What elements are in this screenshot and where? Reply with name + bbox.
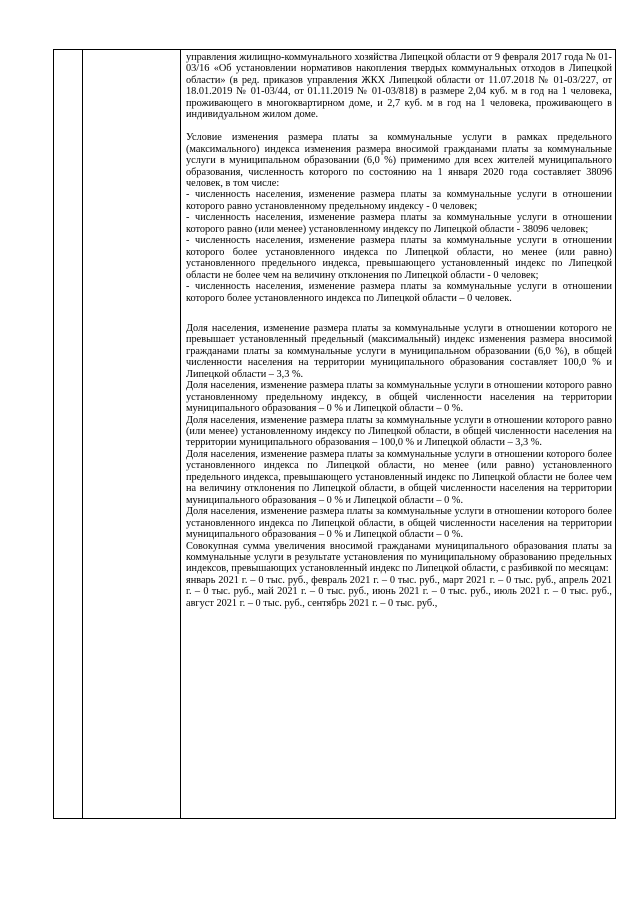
paragraph-monthly-breakdown: январь 2021 г. – 0 тыс. руб., февраль 2021 г. – 0 тыс. руб., март 2021 г. – 0 тыс. руб., апрель 2021 г. – 0 тыс. руб., май 2021 г. – 0 тыс. руб., июнь 2021 г. – 0 тыс. руб., июль 2021 г. – 0 тыс. руб., август 2021 г. – 0 тыс. руб., сентябрь 2021 г. – 0 тыс. руб., bbox=[186, 574, 612, 609]
paragraph-share-not-exceeding: Доля населения, изменение размера платы за коммунальные услуги в отношении которого не превышает установленный предельный (максимальный) индекс изменения размера вносимой гражданами платы за коммунальные услуги в муниципальном образовании (6,0 %), в общей численности населения на территории муниципального образования составляет 100,0 % и Липецкой области – 3,3 %. bbox=[186, 322, 612, 380]
list-item: - численность населения, изменение размера платы за коммунальные услуги в отношении которого равно (или менее) установленному индексу по Липецкой области - 38096 человек; bbox=[186, 212, 612, 235]
column-divider-1 bbox=[82, 50, 83, 818]
content-cell bbox=[186, 52, 612, 609]
list-item: - численность населения, изменение размера платы за коммунальные услуги в отношении которого более установленного индекса по Липецкой области, но менее (или равно) установленного предельного индекса, превышающего установленный индекс по Липецкой области не более чем на величину отклонения по Липецкой области - 0 человек; bbox=[186, 235, 612, 281]
paragraph-total-increase: Совокупная сумма увеличения вносимой гражданами муниципального образования платы за коммунальные услуги в результате установления по муниципальному образованию предельных индексов, превышающих установленный индекс по Липецкой области, с разбивкой по месяцам: bbox=[186, 540, 612, 575]
paragraph-share-equal-limit: Доля населения, изменение размера платы за коммунальные услуги в отношении которого равно установленному предельному индексу, в общей численности населения на территории муниципального образования – 0 % и Липецкой области – 0 %. bbox=[186, 380, 612, 415]
paragraph-share-above: Доля населения, изменение размера платы за коммунальные услуги в отношении которого более установленного индекса по Липецкой области, в общей численности населения на территории муниципального образования – 0 % и Липецкой области – 0 %. bbox=[186, 506, 612, 541]
paragraph-share-between: Доля населения, изменение размера платы за коммунальные услуги в отношении которого более установленного индекса по Липецкой области, но менее (или равно) установленного предельного индекса, превышающего установленный индекс по Липецкой области не более чем на величину отклонения по Липецкой области, в общей численности населения на территории муниципального образования – 0 % и Липецкой области – 0 %. bbox=[186, 448, 612, 506]
list-item: - численность населения, изменение размера платы за коммунальные услуги в отношении которого равно установленному предельному индексу - 0 человек; bbox=[186, 189, 612, 212]
list-item: - численность населения, изменение размера платы за коммунальные услуги в отношении которого более установленного индекса по Липецкой области – 0 человек. bbox=[186, 281, 612, 304]
column-divider-2 bbox=[180, 50, 181, 818]
document-table bbox=[53, 49, 616, 819]
paragraph-share-equal-regional: Доля населения, изменение размера платы за коммунальные услуги в отношении которого равно (или менее) установленному индексу по Липецкой области, в общей численности населения на территории муниципального образования – 100,0 % и Липецкой области – 3,3 %. bbox=[186, 414, 612, 449]
paragraph-index-condition: Условие изменения размера платы за коммунальные услуги в рамках предельного (максимального) индекса изменения размера вносимой гражданами платы за коммунальные услуги в муниципальном образовании (6,0 %) применимо для всех жителей муниципального образования, численность которого по состоянию на 1 января 2020 года составляет 38096 человек, в том числе: bbox=[186, 132, 612, 189]
paragraph-tko-norms: управления жилищно-коммунального хозяйства Липецкой области от 9 февраля 2017 года № 01-03/16 «Об установлении нормативов накопления твердых коммунальных отходов в Липецкой области» (в ред. приказов управления ЖКХ Липецкой области от 11.07.2018 № 01-03/227, от 18.01.2019 № 01-03/44, от 01.11.2019 № 01-03/818) в размере 2,04 куб. м в год на 1 человека, проживающего в многоквартирном доме, и 2,7 куб. м в год на 1 человека, проживающего в индивидуальном жилом доме. bbox=[186, 52, 612, 121]
